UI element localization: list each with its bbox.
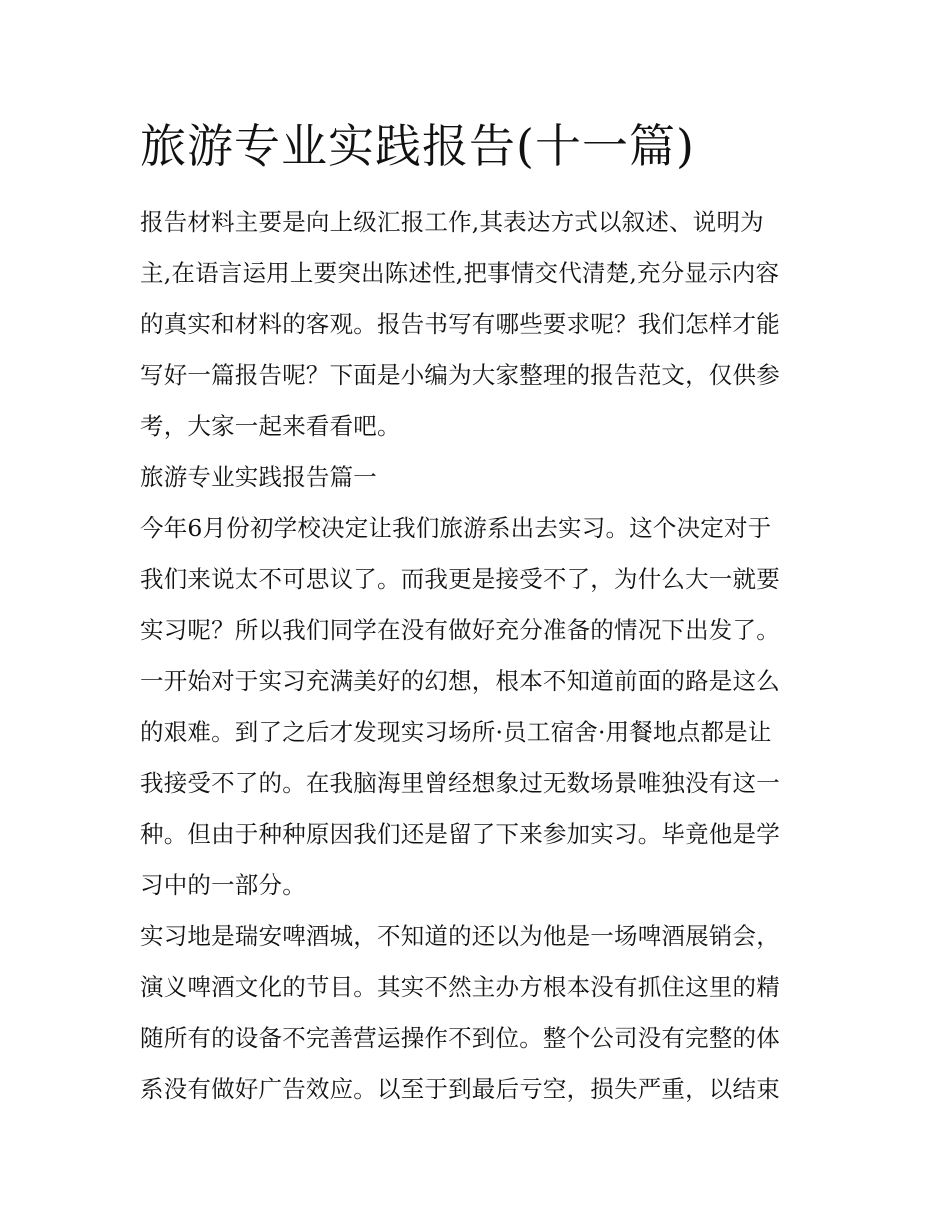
paragraph-line-body-10: 演义啤酒文化的节目。其实不然主办方根本没有抓住这里的精 [140, 973, 780, 1001]
paragraph-line-intro-2: 主,在语言运用上要突出陈述性,把事情交代清楚,充分显示内容 [140, 259, 780, 287]
paragraph-line-body-7: 种。但由于种种原因我们还是留了下来参加实习。毕竟他是学 [140, 820, 780, 848]
section-heading: 旅游专业实践报告篇一 [140, 463, 377, 491]
paragraph-line-body-9: 实习地是瑞安啤酒城，不知道的还以为他是一场啤酒展销会， [140, 922, 780, 950]
paragraph-line-intro-4: 写好一篇报告呢？下面是小编为大家整理的报告范文，仅供参 [140, 361, 780, 389]
paragraph-line-body-12: 系没有做好广告效应。以至于到最后亏空，损失严重，以结束 [140, 1075, 780, 1103]
paragraph-line-intro-1: 报告材料主要是向上级汇报工作,其表达方式以叙述、说明为 [140, 208, 764, 236]
paragraph-line-body-5: 的艰难。到了之后才发现实习场所·员工宿舍·用餐地点都是让 [140, 718, 772, 746]
paragraph-line-body-11: 随所有的设备不完善营运操作不到位。整个公司没有完整的体 [140, 1024, 780, 1052]
paragraph-line-body-1: 今年6月份初学校决定让我们旅游系出去实习。这个决定对于 [140, 514, 772, 542]
paragraph-line-body-3: 实习呢？所以我们同学在没有做好充分准备的情况下出发了。 [140, 616, 780, 644]
paragraph-line-intro-5: 考，大家一起来看看吧。 [140, 412, 401, 440]
paragraph-line-intro-3: 的真实和材料的客观。报告书写有哪些要求呢？我们怎样才能 [140, 310, 780, 338]
paragraph-line-body-6: 我接受不了的。在我脑海里曾经想象过无数场景唯独没有这一 [140, 769, 780, 797]
paragraph-line-body-4: 一开始对于实习充满美好的幻想，根本不知道前面的路是这么 [140, 667, 780, 695]
paragraph-line-body-2: 我们来说太不可思议了。而我更是接受不了，为什么大一就要 [140, 565, 780, 593]
paragraph-line-body-8: 习中的一部分。 [140, 871, 306, 899]
document-title: 旅游专业实践报告(十一篇) [140, 119, 695, 173]
